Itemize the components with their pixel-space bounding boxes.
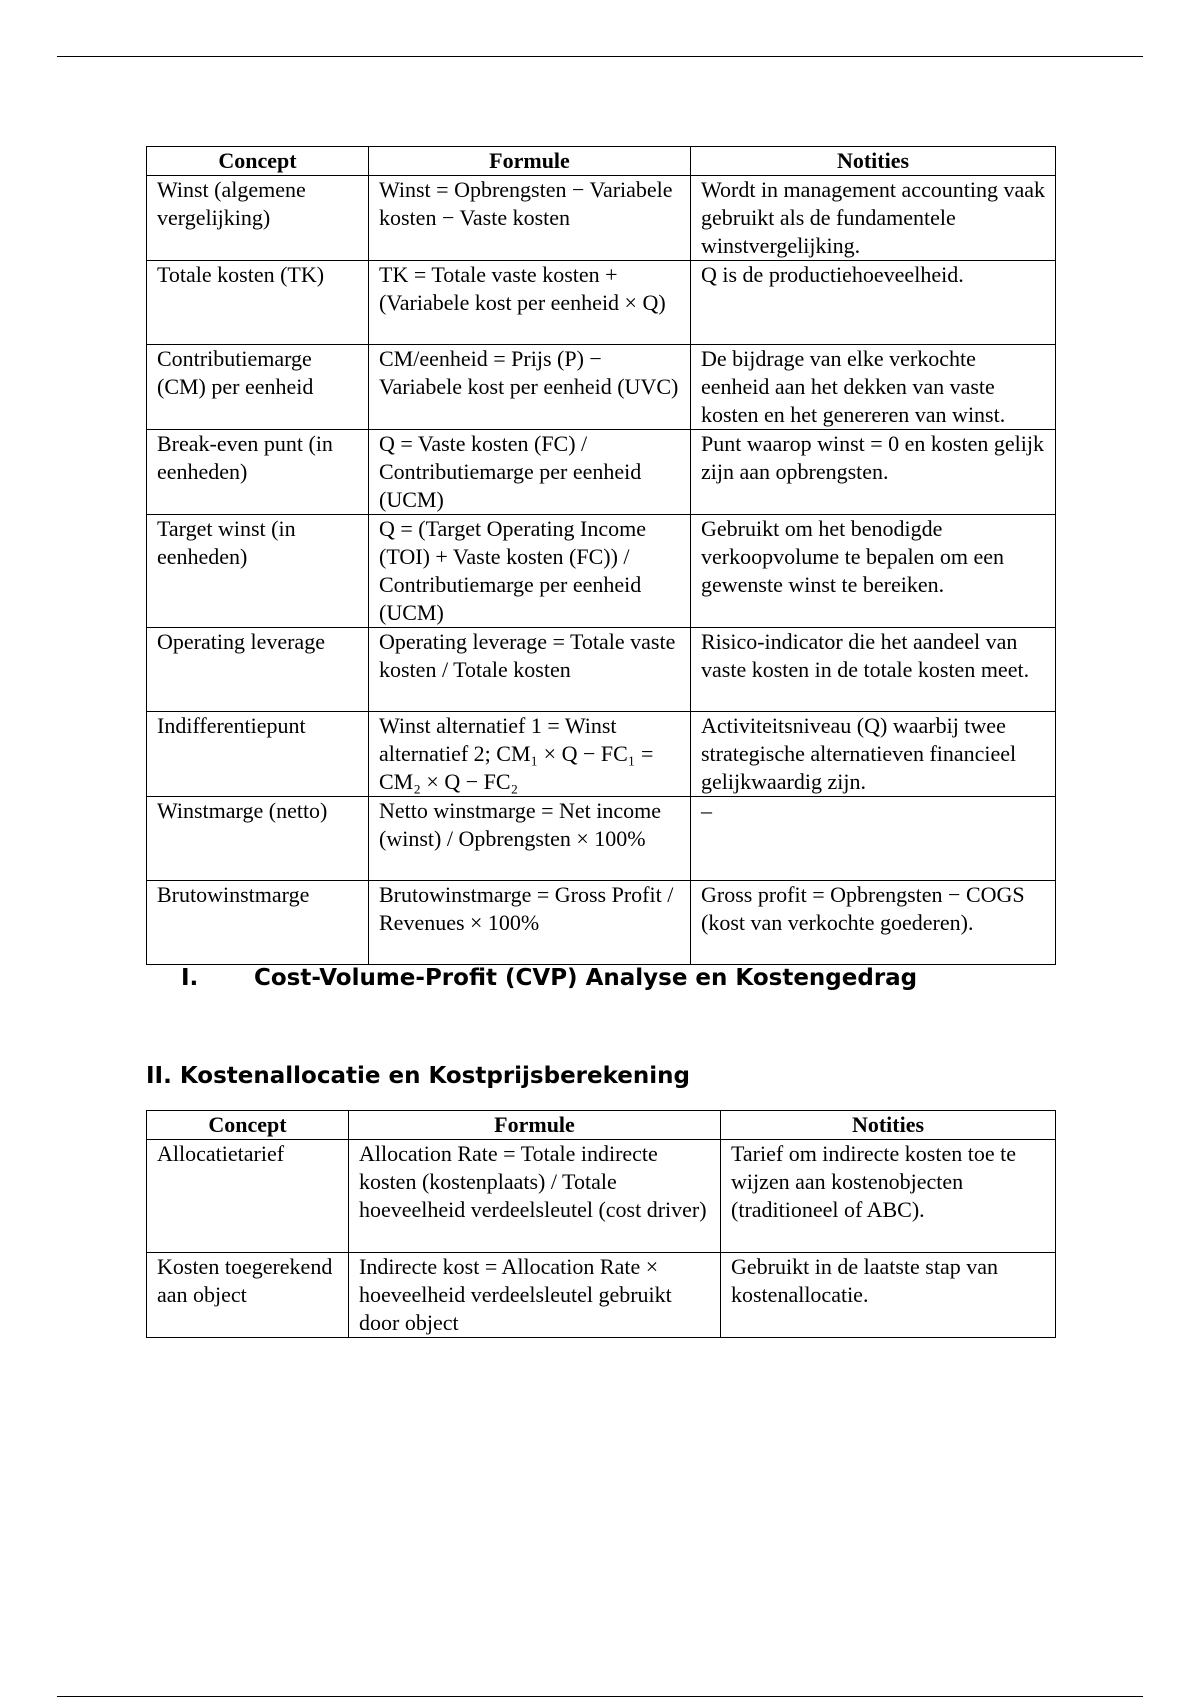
concept-cell: Allocatietarief xyxy=(147,1140,349,1253)
table-row xyxy=(147,712,1056,797)
concept-cell: Winstmarge (netto) xyxy=(147,797,369,881)
concept-cell: Indifferentiepunt xyxy=(147,712,369,797)
notities-cell: Activiteitsniveau (Q) waarbij twee strategische alternatieven financieel gelijkwaardig zijn. xyxy=(691,712,1056,797)
table-row xyxy=(147,881,1056,965)
table-row xyxy=(147,628,1056,712)
concept-cell: Break-even punt (in eenheden) xyxy=(147,430,369,515)
concept-cell: Contributiemarge (CM) per eenheid xyxy=(147,345,369,430)
concept-cell: Target winst (in eenheden) xyxy=(147,515,369,628)
cvp-formula-table xyxy=(146,146,1056,965)
notities-cell: Q is de productiehoeveelheid. xyxy=(691,261,1056,345)
table-row xyxy=(147,261,1056,345)
concept-cell: Totale kosten (TK) xyxy=(147,261,369,345)
table-header-row xyxy=(147,1111,1056,1140)
notities-cell: Risico-indicator die het aandeel van vaste kosten in de totale kosten meet. xyxy=(691,628,1056,712)
formule-cell: TK = Totale vaste kosten + (Variabele kost per eenheid × Q) xyxy=(369,261,691,345)
notities-cell: De bijdrage van elke verkochte eenheid aan het dekken van vaste kosten en het genereren van winst. xyxy=(691,345,1056,430)
section-heading-kostenallocatie: II. Kostenallocatie en Kostprijsberekening xyxy=(146,1063,690,1089)
formule-cell: Allocation Rate = Totale indirecte kosten (kostenplaats) / Totale hoeveelheid verdeelsleutel (cost driver) xyxy=(349,1140,721,1253)
formule-cell: Q = (Target Operating Income (TOI) + Vaste kosten (FC)) / Contributiemarge per eenheid (UCM) xyxy=(369,515,691,628)
column-header-notities: Notities xyxy=(691,147,1056,176)
formule-cell: CM/eenheid = Prijs (P) − Variabele kost per eenheid (UVC) xyxy=(369,345,691,430)
table-row xyxy=(147,176,1056,261)
section-heading-cvp xyxy=(181,964,917,992)
column-header-formule: Formule xyxy=(369,147,691,176)
notities-cell: Gebruikt om het benodigde verkoopvolume te bepalen om een gewenste winst te bereiken. xyxy=(691,515,1056,628)
column-header-notities: Notities xyxy=(721,1111,1056,1140)
notities-cell: – xyxy=(691,797,1056,881)
formule-cell: Brutowinstmarge = Gross Profit / Revenues × 100% xyxy=(369,881,691,965)
table-row xyxy=(147,515,1056,628)
concept-cell: Kosten toegerekend aan object xyxy=(147,1253,349,1338)
table-row xyxy=(147,797,1056,881)
notities-cell: Wordt in management accounting vaak gebruikt als de fundamentele winstvergelijking. xyxy=(691,176,1056,261)
column-header-concept: Concept xyxy=(147,147,369,176)
notities-cell: Tarief om indirecte kosten toe te wijzen aan kostenobjecten (traditioneel of ABC). xyxy=(721,1140,1056,1253)
section-number: I. xyxy=(181,965,199,991)
table-header-row xyxy=(147,147,1056,176)
formule-cell: Q = Vaste kosten (FC) / Contributiemarge per eenheid (UCM) xyxy=(369,430,691,515)
concept-cell: Operating leverage xyxy=(147,628,369,712)
notities-cell: Gross profit = Opbrengsten − COGS (kost van verkochte goederen). xyxy=(691,881,1056,965)
table-row xyxy=(147,430,1056,515)
concept-cell: Winst (algemene vergelijking) xyxy=(147,176,369,261)
formule-cell: Winst = Opbrengsten − Variabele kosten − Vaste kosten xyxy=(369,176,691,261)
concept-cell: Brutowinstmarge xyxy=(147,881,369,965)
allocation-formula-table xyxy=(146,1110,1056,1338)
column-header-formule: Formule xyxy=(349,1111,721,1140)
formule-cell: Indirecte kost = Allocation Rate × hoeveelheid verdeelsleutel gebruikt door object xyxy=(349,1253,721,1338)
footer-rule xyxy=(57,1696,1143,1697)
section-title: Cost-Volume-Profit (CVP) Analyse en Kostengedrag xyxy=(254,965,918,991)
table-row xyxy=(147,345,1056,430)
header-rule xyxy=(57,56,1143,57)
formule-cell: Operating leverage = Totale vaste kosten / Totale kosten xyxy=(369,628,691,712)
notities-cell: Gebruikt in de laatste stap van kostenallocatie. xyxy=(721,1253,1056,1338)
table-row xyxy=(147,1140,1056,1253)
formule-cell: Winst alternatief 1 = Winst alternatief 2; CM₁ × Q − FC₁ = CM₂ × Q − FC₂ xyxy=(369,712,691,797)
table-row xyxy=(147,1253,1056,1338)
notities-cell: Punt waarop winst = 0 en kosten gelijk zijn aan opbrengsten. xyxy=(691,430,1056,515)
column-header-concept: Concept xyxy=(147,1111,349,1140)
formule-cell: Netto winstmarge = Net income (winst) / Opbrengsten × 100% xyxy=(369,797,691,881)
